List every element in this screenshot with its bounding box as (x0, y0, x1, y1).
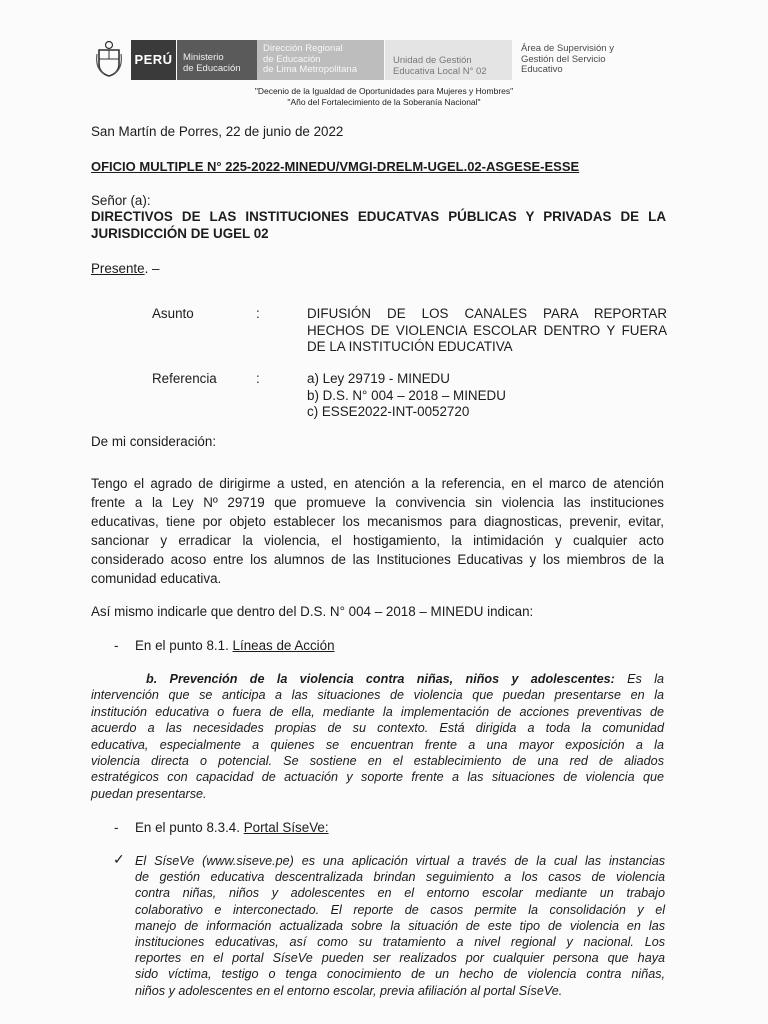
header-direccion-segment (257, 40, 384, 80)
paragraph-line: frente a la Ley Nº 29719 que promueve la convivencia sin violencia las instituciones (91, 495, 664, 510)
asunto-label: Asunto (152, 306, 194, 321)
prevencion-line: puedan presentarse. (91, 786, 207, 801)
prevencion-block (91, 671, 664, 802)
header-peru-segment: PERÚ (131, 40, 176, 80)
prevencion-line: estratégicos con capacidad de actuación y soporte frente a las situaciones de violencia que (91, 770, 664, 785)
siseve-line: reportes en el portal SíseVe pueden ser realizados por cualquier persona que haya (135, 951, 665, 966)
siseve-line: manejo de información actualizada sobre la situación de este tipo de violencia en las (135, 918, 665, 933)
header-ugel-segment (385, 40, 512, 80)
siseve-line: niños y adolescentes en el entorno escolar, previa afiliación al portal SíseVe. (135, 983, 563, 998)
bullet-punto-8-1 (135, 638, 335, 655)
siseve-block (135, 853, 665, 999)
presente-suffix: . – (144, 261, 160, 276)
paragraph-line: educativas, tiene por objeto establecer los mecanismos para diagnosticas, prevenir, evitar, (91, 514, 664, 529)
presente-word: Presente (91, 261, 145, 276)
prevencion-line (91, 671, 664, 687)
header-ugel-line: Educativa Local N° 02 (393, 65, 487, 77)
prevencion-line: violencia directa o potencial. Se sostiene en el establecimiento de una red de aliados (91, 754, 664, 769)
bullet-dash: - (114, 638, 119, 653)
header-ugel-line: Unidad de Gestión (393, 55, 472, 66)
header-ministerio-line: de Educación (183, 62, 241, 74)
prevencion-line: intervención que se anticipa a las situaciones de violencia que puedan presentarse en la (91, 688, 664, 703)
header-direccion-line: de Lima Metropolitana (263, 64, 357, 75)
prevencion-line: educativa, especialmente a quienes se encuentran frente a una mayor exposición a la (91, 737, 664, 752)
referencia-colon: : (256, 371, 260, 386)
siseve-line: sido víctima, testigo o tenga conocimiento de un hecho de violencia contra niñas, (135, 967, 665, 982)
addressee-line: JURISDICCIÓN DE UGEL 02 (91, 226, 269, 241)
header-area-line: Educativo (521, 64, 563, 75)
prevencion-title: b. Prevención de la violencia contra niñas, niños y adolescentes: (146, 672, 615, 686)
header-motto-decenio: "Decenio de la Igualdad de Oportunidades para Mujeres y Hombres" (254, 86, 514, 96)
asunto-line: HECHOS DE VIOLENCIA ESCOLAR DENTRO Y FUERA (307, 322, 667, 338)
asunto-colon: : (256, 306, 260, 321)
asunto-text (307, 306, 667, 356)
referencia-item: b) D.S. N° 004 – 2018 – MINEDU (307, 387, 506, 403)
portal-siseve-link: Portal SíseVe: (243, 820, 329, 835)
header-direccion-line: de Educación (263, 53, 321, 65)
date-line: San Martín de Porres, 22 de junio de 2022 (91, 124, 344, 139)
bullet-prefix: En el punto 8.1. (135, 638, 233, 653)
prevencion-line: institución educativa o fuera de ella, mediante la implementación de acciones preventivas de (91, 704, 664, 719)
prevencion-line-tail: Es la (614, 672, 664, 686)
referencia-label: Referencia (152, 371, 217, 386)
header-motto-year: "Año del Fortalecimiento de la Soberanía Nacional" (287, 97, 481, 107)
referencia-list (307, 371, 506, 421)
siseve-line: contra niñas, niños y adolescentes en el entorno escolar mediante un trabajo (135, 886, 665, 901)
referencia-item: a) Ley 29719 - MINEDU (307, 371, 450, 386)
header-direccion-line: Dirección Regional (263, 43, 343, 54)
paragraph-asimismo: Así mismo indicarle que dentro del D.S. N° 004 – 2018 – MINEDU indican: (91, 604, 534, 619)
bullet-dash: - (114, 820, 119, 835)
peru-coat-of-arms-icon (96, 40, 122, 78)
header-area-segment (513, 40, 653, 80)
consideracion-line: De mi consideración: (91, 434, 217, 449)
asunto-line: DIFUSIÓN DE LOS CANALES PARA REPORTAR (307, 306, 667, 321)
paragraph-line: Tengo el agrado de dirigirme a usted, en atención a la referencia, en el marco de atención (91, 476, 664, 491)
paragraph-line: considerado acoso entre los alumnos de las Instituciones Educativas y los miembros de la (91, 552, 664, 567)
referencia-item: c) ESSE2022-INT-0052720 (307, 404, 470, 420)
addressee-line: DIRECTIVOS DE LAS INSTITUCIONES EDUCATVAS PÚBLICAS Y PRIVADAS DE LA (91, 209, 666, 224)
paragraph-line: sancionar y erradicar la violencia, el hostigamiento, la intimidación y cualquier acto (91, 533, 664, 548)
paragraph-atencion (91, 474, 664, 588)
paragraph-line: comunidad educativa. (91, 571, 222, 586)
asunto-line: DE LA INSTITUCIÓN EDUCATIVA (307, 339, 513, 355)
header-area-line: Gestión del Servicio (521, 53, 606, 65)
prevencion-line: acuerdo a las necesidades propias de su contexto. Está dirigida a toda la comunidad (91, 721, 664, 736)
header-ministerio-line: Ministerio (183, 52, 224, 63)
lineas-de-accion-link: Líneas de Acción (232, 638, 335, 653)
siseve-line: colaborativo e interconectado. El reporte de casos permite la consolidación y el (135, 902, 665, 917)
header-ministerio-segment (177, 40, 257, 80)
check-icon: ✓ (113, 851, 125, 867)
bullet-punto-8-3-4 (135, 820, 329, 837)
siseve-line: instituciones educativas, así como su tratamiento a nivel regional y nacional. Los (135, 935, 665, 950)
salutation: Señor (a): (91, 193, 151, 208)
oficio-title: OFICIO MULTIPLE N° 225-2022-MINEDU/VMGI-DRELM-UGEL.02-ASGESE-ESSE (91, 159, 580, 174)
presente-line (91, 261, 160, 278)
siseve-line: El SíseVe (www.siseve.pe) es una aplicación virtual a través de la cual las instancias (135, 854, 665, 868)
siseve-line: de gestión educativa descentralizada brindan seguimiento a los casos de violencia (135, 870, 665, 885)
bullet-prefix: En el punto 8.3.4. (135, 820, 244, 835)
header-area-line: Área de Supervisión y (521, 43, 614, 54)
